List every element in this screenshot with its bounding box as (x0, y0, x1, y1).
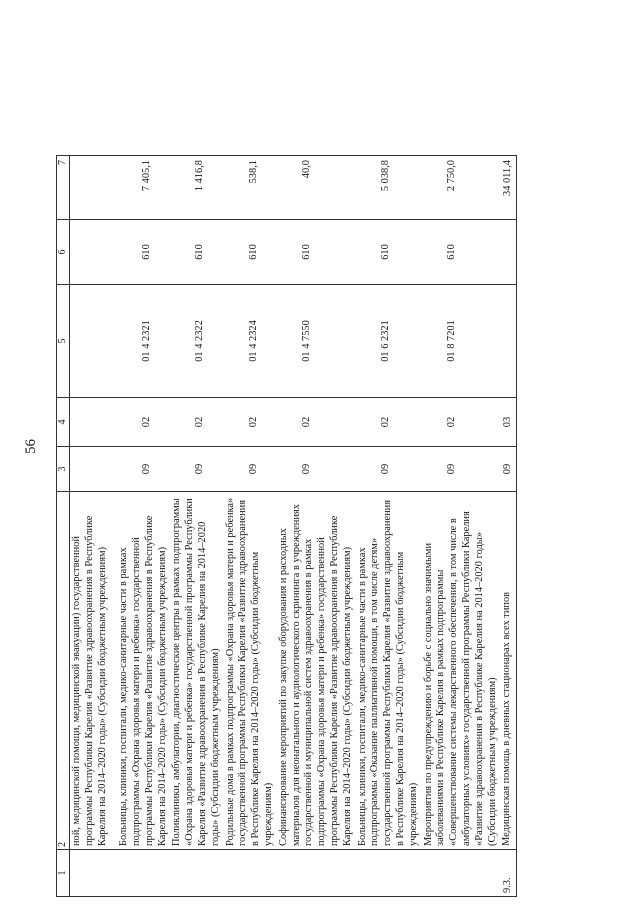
row-name: Поликлиники, амбулатории, диагностические центры в рамках подпрограммы «Охрана здоровья матери и ребенка» государственной программы Республики Карелия «Развитие здравоохранения в Республике Карелия на 2014–2020 годы» (Субсидии бюджетным учреждениям) (170, 492, 223, 850)
row-name: Больницы, клиники, госпитали, медико-санитарные части в рамках подпрограммы «Оказание паллиативной помощи, в том числе детям» государственной программы Республики Карелия «Развитие здравоохранения в Республике Карелия на 2014–2020 годы» (Субсидии бюджетным учреждениям) (356, 492, 422, 850)
expense-type: 610 (422, 220, 501, 285)
expense-type: 610 (170, 220, 223, 285)
target-article: 01 4 2324 (224, 285, 277, 398)
amount: 40,0 (277, 156, 356, 220)
subsection-code: 02 (277, 398, 356, 447)
column-header: 7 (57, 156, 70, 220)
subsection-code: 02 (224, 398, 277, 447)
table-row (170, 156, 223, 897)
column-header: 1 (57, 850, 70, 897)
column-header: 4 (57, 398, 70, 447)
amount (70, 156, 118, 220)
target-article (500, 285, 516, 398)
expense-type (70, 220, 118, 285)
row-number (117, 850, 170, 897)
column-header: 5 (57, 285, 70, 398)
table-row (422, 156, 501, 897)
table-row (500, 156, 516, 897)
table-row (70, 156, 118, 897)
row-name: Родильные дома в рамках подпрограммы «Охрана здоровья матери и ребенка» государственной программы Республики Карелия «Развитие здравоохранения в Республике Карелия на 2014–2020 годы» (Субсидии бюджетным учреждениям) (224, 492, 277, 850)
amount: 5 038,8 (356, 156, 422, 220)
target-article: 01 4 2321 (117, 285, 170, 398)
target-article: 01 8 7201 (422, 285, 501, 398)
subsection-code: 03 (500, 398, 516, 447)
column-header: 3 (57, 447, 70, 492)
row-number: 9.3. (500, 850, 516, 897)
expense-type: 610 (356, 220, 422, 285)
row-number (170, 850, 223, 897)
subsection-code: 02 (117, 398, 170, 447)
row-name: Софинансирование мероприятий по закупке оборудования и расходных материалов для неонатального и аудиологического скрининга в учреждениях государственной и муниципальной систем здравоохранения в рамках подпрограммы «Охрана здоровья матери и ребенка» государственной программы Республики Карелия «Развитие здравоохранения в Республике Карелия на 2014–2020 годы» (Субсидии бюджетным учреждениям) (277, 492, 356, 850)
expense-type: 610 (277, 220, 356, 285)
row-number (356, 850, 422, 897)
table-row (356, 156, 422, 897)
table-row (224, 156, 277, 897)
target-article: 01 6 2321 (356, 285, 422, 398)
table-row (277, 156, 356, 897)
row-name: Мероприятия по предупреждению и борьбе с социально значимыми заболеваниями в Республике Карелия в рамках подпрограммы «Совершенствование системы лекарственного обеспечения, в том числе в амбулаторных условиях» государственной программы Республики Карелия «Развитие здравоохранения в Республике Карелия на 2014–2020 годы» (Субсидии бюджетным учреждениям) (422, 492, 501, 850)
expense-type: 610 (224, 220, 277, 285)
target-article: 01 4 2322 (170, 285, 223, 398)
amount: 538,1 (224, 156, 277, 220)
subsection-code: 02 (422, 398, 501, 447)
subsection-code: 02 (170, 398, 223, 447)
row-number (277, 850, 356, 897)
row-name: Медицинская помощь в дневных стационарах всех типов (500, 492, 516, 850)
column-header-row (57, 156, 70, 897)
column-header: 6 (57, 220, 70, 285)
row-number (224, 850, 277, 897)
amount: 1 416,8 (170, 156, 223, 220)
column-header: 2 (57, 492, 70, 850)
target-article: 01 4 7550 (277, 285, 356, 398)
amount: 7 405,1 (117, 156, 170, 220)
section-code: 09 (224, 447, 277, 492)
section-code: 09 (117, 447, 170, 492)
target-article (70, 285, 118, 398)
subsection-code: 02 (356, 398, 422, 447)
subsection-code (70, 398, 118, 447)
row-number (70, 850, 118, 897)
table-row (117, 156, 170, 897)
expense-type (500, 220, 516, 285)
section-code: 09 (422, 447, 501, 492)
row-number (422, 850, 501, 897)
expense-type: 610 (117, 220, 170, 285)
section-code: 09 (277, 447, 356, 492)
amount: 2 750,0 (422, 156, 501, 220)
page-number: 56 (23, 439, 39, 454)
section-code: 09 (500, 447, 516, 492)
budget-table (56, 155, 517, 897)
row-name: Больницы, клиники, госпитали, медико-санитарные части в рамках подпрограммы «Охрана здоровья матери и ребенка» государственной программы Республики Карелия «Развитие здравоохранения в Республике Карелия на 2014–2020 годы» (Субсидии бюджетным учреждениям) (117, 492, 170, 850)
amount: 34 011,4 (500, 156, 516, 220)
section-code: 09 (356, 447, 422, 492)
row-name: ной, медицинской помощи, медицинской эвакуации) государственной программы Республики Карелия «Развитие здравоохранения в Республике Карелия на 2014–2020 годы» (Субсидии бюджетным учреждениям) (70, 492, 118, 850)
section-code (70, 447, 118, 492)
section-code: 09 (170, 447, 223, 492)
